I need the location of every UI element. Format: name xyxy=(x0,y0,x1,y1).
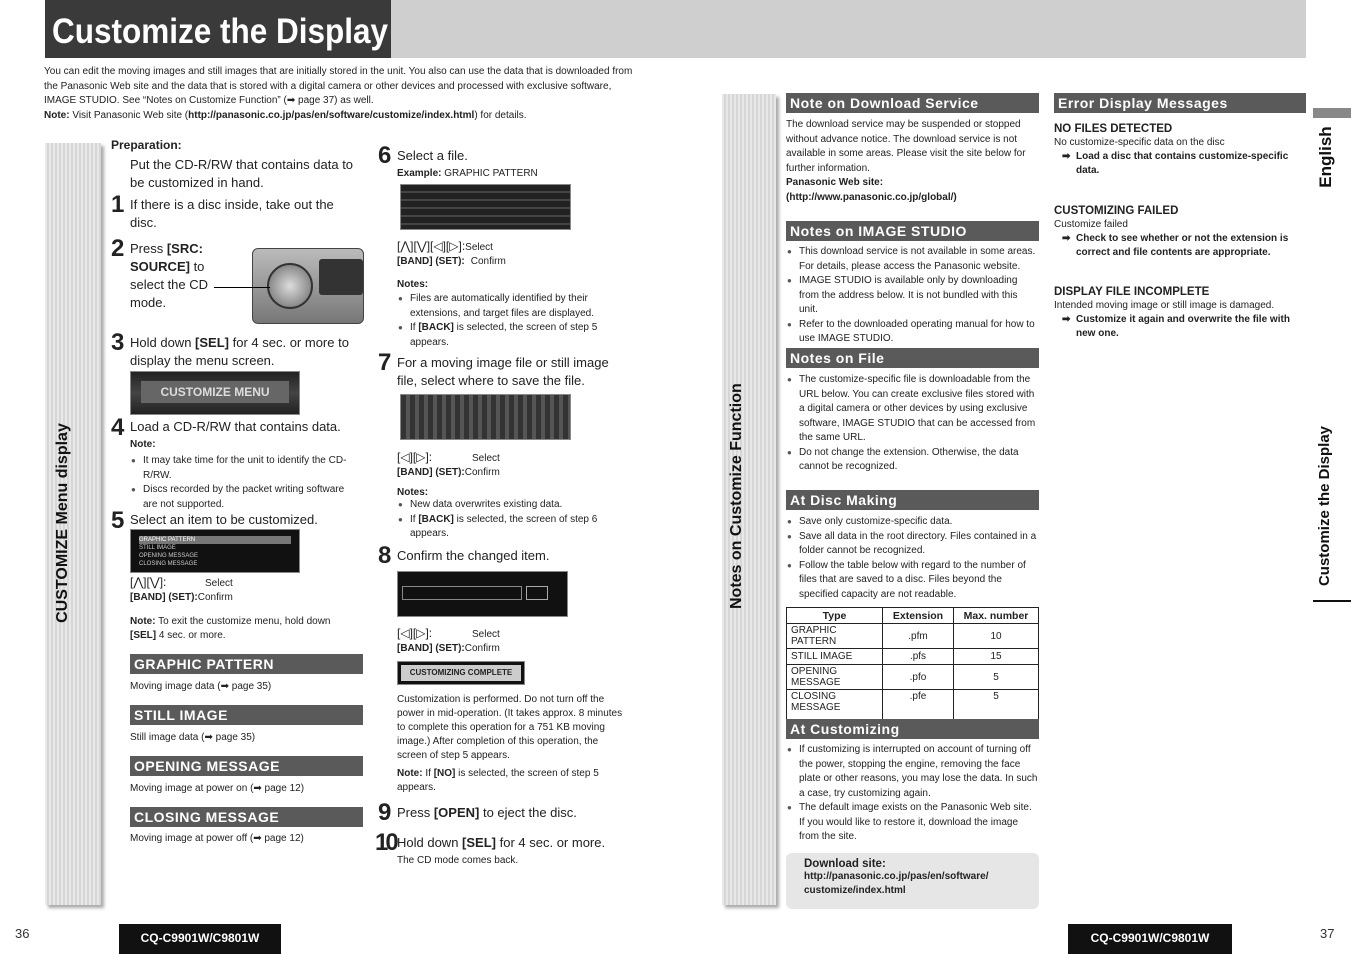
step8-text: Confirm the changed item. xyxy=(397,548,550,563)
step2-text: Press [SRC: SOURCE] to select the CD mode. xyxy=(130,241,209,310)
category-title: CLOSING MESSAGE xyxy=(130,807,363,827)
category-desc: Still image data (➡ page 35) xyxy=(130,732,256,743)
step7-text: For a moving image file or still image file, select where to save the file. xyxy=(397,355,609,388)
category-desc: Moving image at power on (➡ page 12) xyxy=(130,783,305,794)
step9-text: Press [OPEN] to eject the disc. xyxy=(397,805,577,820)
file-notes: ● The customize-specific file is downloadable from the URL below. You can create exclusive files stored with a digital camera or other devices by using exclusive software, IMAGE STUDIO that can be accessed from the same URL. ● Do not change the extension. Otherwise, the data cannot be recognized. xyxy=(787,373,1039,475)
intro-line: the Panasonic Web site and the data that is stored with a digital camera or other devices and processed with exclusive software, xyxy=(44,80,612,92)
category-desc: Moving image data (➡ page 35) xyxy=(130,681,272,692)
step10-text: Hold down [SEL] for 4 sec. or more. xyxy=(397,835,606,850)
head-unit-illustration xyxy=(252,248,364,324)
filename-field xyxy=(402,586,522,600)
section-title: Notes on IMAGE STUDIO xyxy=(786,221,1039,241)
category-desc: Moving image at power off (➡ page 12) xyxy=(130,833,304,844)
error-item: NO FILES DETECTED No customize-specific data on the disc ➡ Load a disc that contains customize-specific data. xyxy=(1054,122,1306,178)
step-number: 1 xyxy=(111,191,125,218)
section-title: Note on Download Service xyxy=(786,93,1039,113)
intro-note: Note: Visit Panasonic Web site (http://panasonic.co.jp/pas/en/software/customize/index.html) for details. xyxy=(44,109,527,121)
step4-note-label: Note: xyxy=(130,439,156,450)
section-title: Error Display Messages xyxy=(1054,93,1306,113)
step6-text: Select a file. xyxy=(397,148,468,163)
step6-example: Example: GRAPHIC PATTERN xyxy=(397,168,538,179)
confirm-screen xyxy=(397,571,568,617)
model-number: CQ-C9901W/C9801W xyxy=(119,924,281,954)
intro-text xyxy=(44,65,644,123)
step8-paragraph: Customization is performed. Do not turn off the power in mid-operation. (It takes approx. 8 minutes to complete this operation for a 751 KB moving image.) After completion of this operation, the screen of step 5 appears. xyxy=(397,694,623,761)
step-number: 6 xyxy=(378,142,392,169)
step-number: 10 xyxy=(375,829,396,856)
download-site-url[interactable]: http://panasonic.co.jp/pas/en/software/ customize/index.html xyxy=(804,871,989,896)
image-studio-notes: ● This download service is not available in some areas. For details, please access the Panasonic website. ● IMAGE STUDIO is available only by downloading from the address below. It is not bundled with this unit. ● Refer to the downloaded operating manual for how to use IMAGE STUDIO. xyxy=(787,245,1039,347)
step5-note: Note: To exit the customize menu, hold down [SEL] 4 sec. or more. xyxy=(130,616,331,641)
intro-line: IMAGE STUDIO. See “Notes on Customize Function” (➡ page 37) as well. xyxy=(44,95,374,106)
step-number: 4 xyxy=(111,414,125,441)
step7-notes-label: Notes: xyxy=(397,487,429,498)
download-service-text: The download service may be suspended or stopped without advance notice. The download service is not available in some areas. Please visit the site below for further information. Panasonic Web site: (http://www.panasonic.co.jp/global/) xyxy=(786,119,1026,203)
table-row: GRAPHIC PATTERN .pfm 10 xyxy=(787,624,1039,649)
download-site-box: Download site: http://panasonic.co.jp/pas/en/software/ customize/index.html xyxy=(786,853,1039,909)
step-number: 7 xyxy=(378,349,392,376)
table-row: STILL IMAGE .pfs 15 xyxy=(787,649,1039,665)
error-item: CUSTOMIZING FAILED Customize failed ➡ Check to see whether or not the extension is correct and file contents are appropriate. xyxy=(1054,204,1306,260)
file-type-table xyxy=(786,607,1039,720)
step7-keys: [◁][▷]: Select [BAND] (SET):Confirm xyxy=(397,450,500,478)
table-header-row: Type Extension Max. number xyxy=(787,608,1039,624)
step8-note: Note: If [NO] is selected, the screen of step 5 appears. xyxy=(397,768,599,793)
step6-notes-label: Notes: xyxy=(397,279,429,290)
intro-line: You can edit the moving images and still images that are initially stored in the unit. You also can use the data that is downloaded from xyxy=(44,66,633,77)
customizing-notes: ● If customizing is interrupted on account of turning off the power, stopping the engine, removing the face plate or other reasons, you may lose the data. In such a case, try customizing again. ● The default image exists on the Panasonic Web site. If you would like to restore it, download the image from the site. xyxy=(787,743,1039,845)
complete-screen: CUSTOMIZING COMPLETE xyxy=(397,661,525,685)
model-number: CQ-C9901W/C9801W xyxy=(1068,924,1232,954)
step-number: 9 xyxy=(378,799,392,826)
error-item: DISPLAY FILE INCOMPLETE Intended moving image or still image is damaged. ➡ Customize it again and overwrite the file with new one. xyxy=(1054,285,1306,341)
disc-making-notes: ● Save only customize-specific data. ● Save all data in the root directory. Files contained in a folder cannot be recognized. ● Follow the table below with regard to the number of files that are saved to a disc. Files beyond the specified capacity are not readable. xyxy=(787,515,1039,602)
select-item-screen: GRAPHIC PATTERN STILL IMAGE OPENING MESSAGE CLOSING MESSAGE xyxy=(130,529,300,573)
step-number: 3 xyxy=(111,329,125,356)
callout-line xyxy=(214,287,270,288)
language-tab: English xyxy=(1316,126,1335,188)
section-title: At Disc Making xyxy=(786,490,1039,510)
save-location-screen xyxy=(400,394,571,440)
right-side-label: Notes on Customize Function xyxy=(728,383,745,609)
step6-notes: ● Files are automatically identified by their extensions, and target files are displayed. ● If [BACK] is selected, the screen of step 5 appears. xyxy=(398,292,623,350)
step1-text: If there is a disc inside, take out the disc. xyxy=(130,197,334,230)
section-title: At Customizing xyxy=(786,719,1039,739)
prep-label: Preparation: xyxy=(111,138,182,152)
section-title: Notes on File xyxy=(786,348,1039,368)
step4-notes: ● It may take time for the unit to identify the CD-R/RW. ● Discs recorded by the packet writing software are not supported. xyxy=(131,454,361,512)
confirm-c-button xyxy=(526,586,548,600)
step7-notes: ● New data overwrites existing data. ● If [BACK] is selected, the screen of step 6 appears. xyxy=(398,498,623,542)
table-row: CLOSING MESSAGE .pfe 5 xyxy=(787,690,1039,720)
page-number-right: 37 xyxy=(1320,926,1335,941)
page-title: Customize the Display xyxy=(52,12,389,51)
step6-keys: [⋀][⋁][◁][▷]:Select [BAND] (SET): Confirm xyxy=(397,239,506,267)
step4-text: Load a CD-R/RW that contains data. xyxy=(130,419,341,434)
volume-knob-icon xyxy=(267,263,313,309)
customize-menu-screen: CUSTOMIZE MENU xyxy=(130,371,300,415)
step8-keys: [◁][▷]: Select [BAND] (SET):Confirm xyxy=(397,626,500,654)
table-row: OPENING MESSAGE .pfo 5 xyxy=(787,665,1039,690)
display-panel xyxy=(319,259,363,295)
section-tab: Customize the Display xyxy=(1316,425,1333,587)
category-title: OPENING MESSAGE xyxy=(130,756,363,776)
step3-text: Hold down [SEL] for 4 sec. or more to display the menu screen. xyxy=(130,335,349,368)
category-title: STILL IMAGE xyxy=(130,705,363,725)
prep-text: Put the CD-R/RW that contains data to be customized in hand. xyxy=(130,157,354,190)
step-number: 5 xyxy=(111,507,125,534)
edge-tab-rule xyxy=(1313,600,1351,602)
select-file-screen xyxy=(400,184,571,230)
category-title: GRAPHIC PATTERN xyxy=(130,654,363,674)
page-number-left: 36 xyxy=(15,926,30,941)
intro-url[interactable]: http://panasonic.co.jp/pas/en/software/customize/index.html xyxy=(188,109,475,121)
step5-text: Select an item to be customized. xyxy=(130,512,318,527)
step10-sub: The CD mode comes back. xyxy=(397,855,519,866)
step-number: 2 xyxy=(111,235,125,262)
left-side-label: CUSTOMIZE Menu display xyxy=(54,423,71,623)
step-number: 8 xyxy=(378,542,392,569)
step5-keys: [⋀][⋁]: Select [BAND] (SET):Confirm xyxy=(130,575,233,603)
